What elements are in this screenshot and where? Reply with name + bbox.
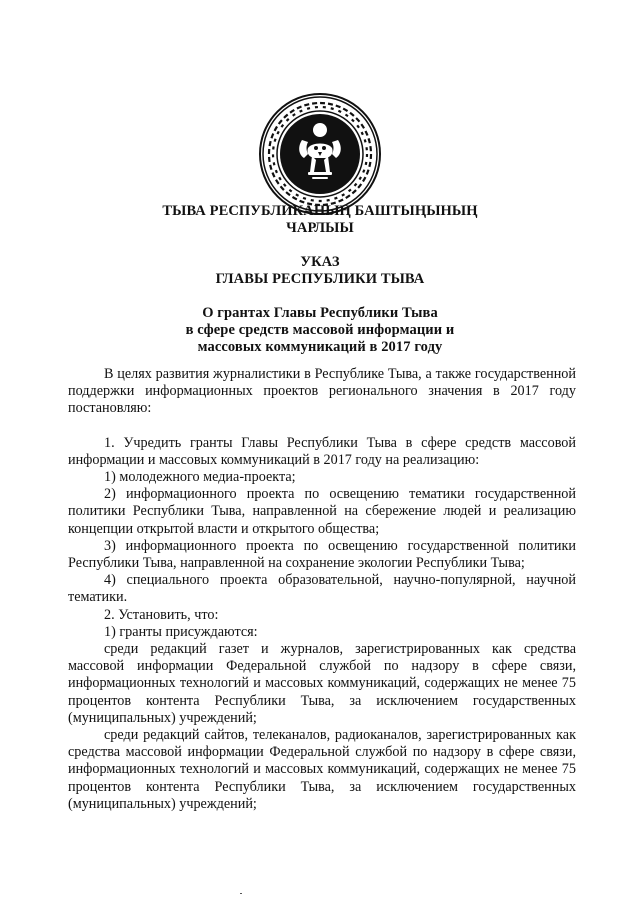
scan-speck (240, 893, 242, 894)
paragraph-2-item-1: 1) гранты присуждаются: (104, 623, 258, 640)
decree-label: УКАЗ (300, 254, 340, 270)
paragraph-1-item-4: 4) специального проекта образовательной, научно-популярной, научной тематики. (68, 572, 576, 606)
coat-of-arms-icon (258, 92, 382, 216)
paragraph-2: 2. Установить, что: (104, 606, 219, 623)
title-line-1: О грантах Главы Республики Тыва (202, 305, 438, 321)
paragraph-1: 1. Учредить гранты Главы Республики Тыва в сфере средств массовой информации и массовых коммуникаций в 2017 году на реализацию: (68, 434, 576, 468)
paragraph-2-item-1b: среди редакций сайтов, телеканалов, радиоканалов, зарегистрированных как средства массовой информации Федеральной службой по надзору в сфере связи, информационных технологий и массовых коммуникаций, содержащих не менее 75 процентов контента Республики Тыва, за исключением государственных (муниципальных) учреждений; (68, 727, 576, 812)
header-line-2: ЧАРЛЫЫ (286, 220, 354, 236)
paragraph-1-item-2: 2) информационного проекта по освещению тематики государственной политики Республики Тыва, направленной на сбережение людей и реализацию концепции открытой власти и открытого общества; (68, 486, 576, 537)
document-body (68, 366, 576, 813)
preamble-paragraph: В целях развития журналистики в Республике Тыва, а также государственной поддержки информационных проектов регионального значения в 2017 году постановляю: (68, 366, 576, 417)
title-line-2: в сфере средств массовой информации и (185, 322, 455, 338)
paragraph-1-item-1: 1) молодежного медиа-проекта; (104, 469, 296, 486)
header-line-1: ТЫВА РЕСПУБЛИКАНЫҢ БАШТЫҢЫНЫҢ (162, 203, 478, 219)
decree-authority: ГЛАВЫ РЕСПУБЛИКИ ТЫВА (215, 271, 425, 287)
paragraph-2-item-1a: среди редакций газет и журналов, зарегистрированных как средства массовой информации Федеральной службой по надзору в сфере связи, информационных технологий и массовых коммуникаций, содержащих не менее 75 процентов контента Республики Тыва, за исключением государственных (муниципальных) учреждений; (68, 641, 576, 726)
title-line-3: массовых коммуникаций в 2017 году (197, 339, 443, 355)
paragraph-1-item-3: 3) информационного проекта по освещению государственной политики Республики Тыва, направленной на сохранение экологии Республики Тыва; (68, 537, 576, 572)
